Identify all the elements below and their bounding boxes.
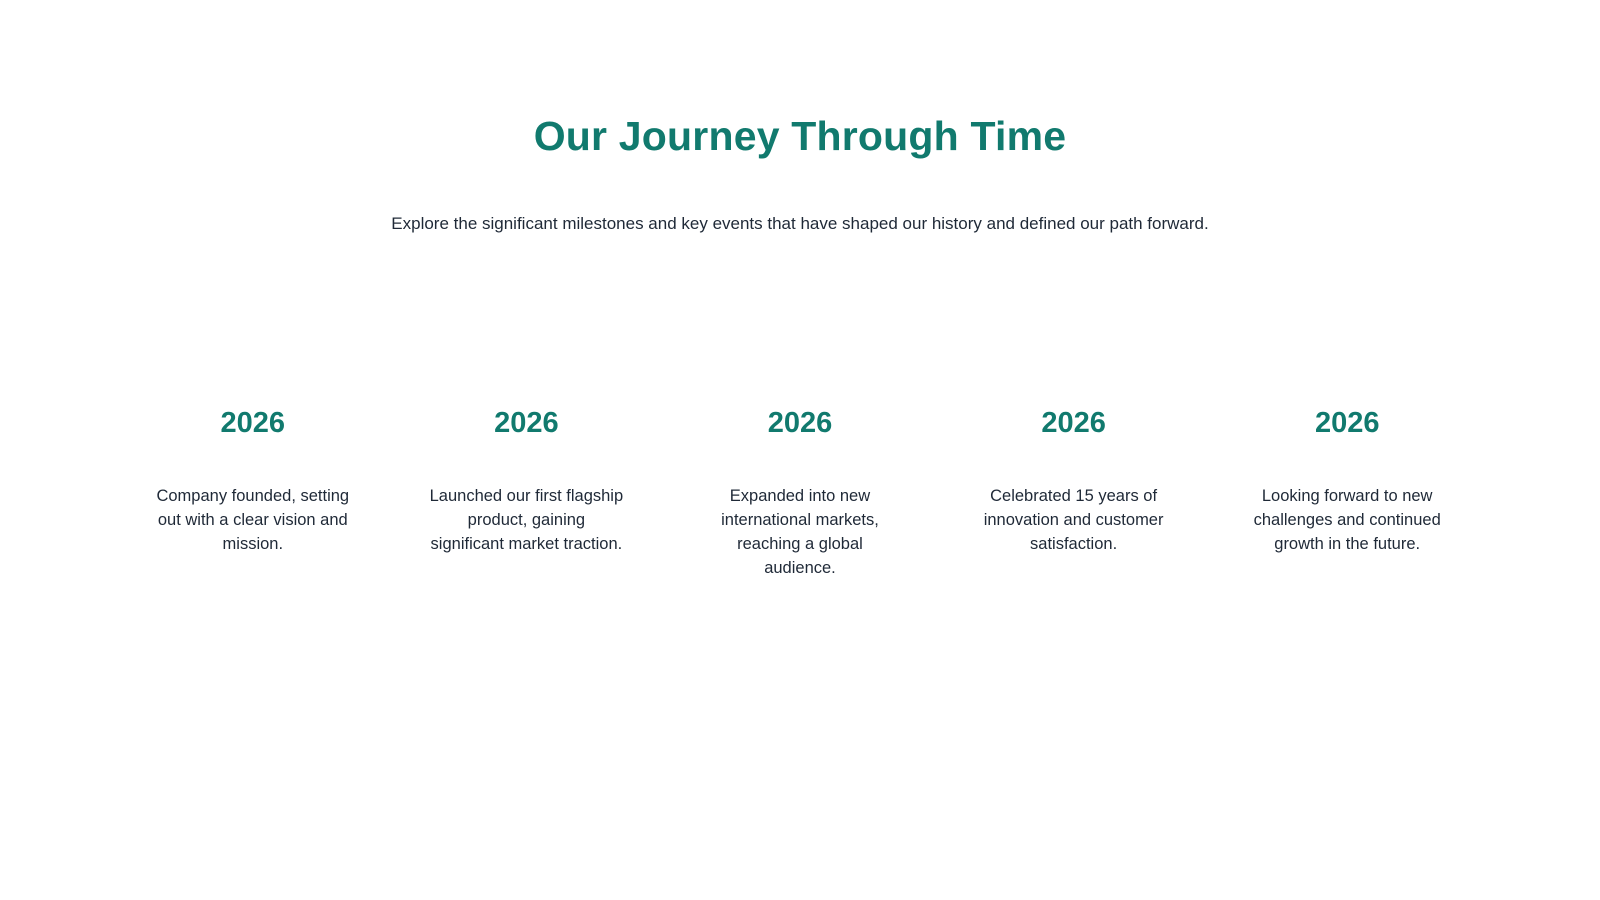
page-subtitle: Explore the significant milestones and key events that have shaped our history and defined our path forward.	[391, 214, 1209, 233]
event-year: 2026	[494, 407, 559, 439]
event-description: Looking forward to new challenges and continued growth in the future.	[1253, 487, 1441, 553]
timeline-event	[679, 406, 921, 580]
timeline	[132, 406, 1468, 580]
event-description: Launched our first flagship product, gaining significant market traction.	[429, 487, 624, 553]
timeline-event	[1226, 406, 1468, 580]
event-description: Company founded, setting out with a clear vision and mission.	[156, 487, 350, 553]
timeline-event	[953, 406, 1195, 580]
event-year: 2026	[1314, 407, 1380, 439]
event-year: 2026	[1041, 407, 1106, 439]
timeline-event	[406, 406, 648, 580]
timeline-event	[132, 406, 374, 580]
page-title: Our Journey Through Time	[533, 113, 1067, 159]
event-year: 2026	[220, 407, 286, 439]
event-description: Celebrated 15 years of innovation and customer satisfaction.	[983, 487, 1164, 553]
event-description: Expanded into new international markets, reaching a global audience.	[721, 487, 879, 577]
event-year: 2026	[767, 407, 833, 439]
